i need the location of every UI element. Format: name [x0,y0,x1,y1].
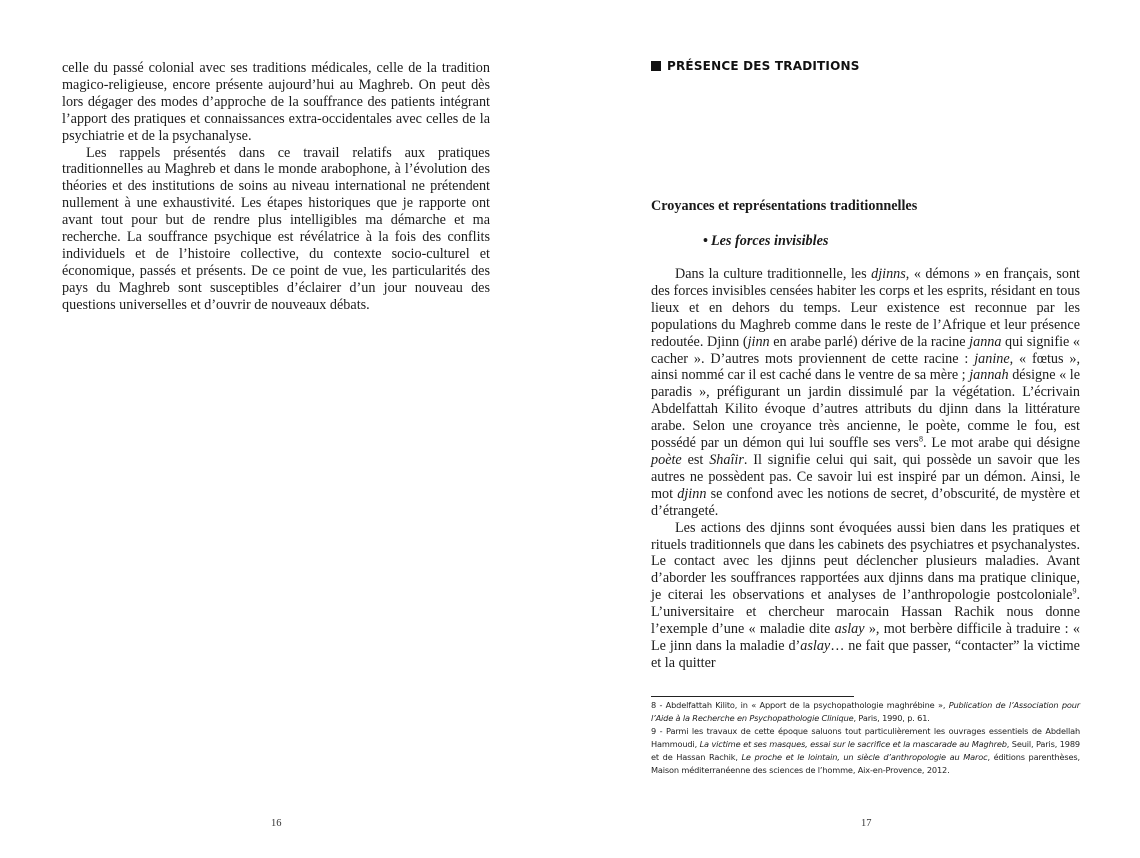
text-run: . L’universitaire et chercheur marocain Hassan Rachik nous donne l’exemple d’une « maladie dite [651,587,1080,638]
text-run: se confond avec les notions de secret, d’obscurité, de mystère et d’étrangeté. [651,485,1081,519]
footnote-ref[interactable]: 8 [918,434,923,444]
italic-term: aslay [834,621,865,638]
text-run: qui signifie « cacher ». D’autres mots proviennent de cette racine : [651,333,1080,367]
page-number: 17 [861,818,872,829]
text-run: , Seuil, Paris, 1989 et de Hassan Rachik, [651,739,1080,762]
text-run: », mot berbère difficile à traduire : « Le jinn dans la maladie d’ [651,621,1080,654]
italic-term: djinns [871,266,906,282]
footnotes [651,699,1080,777]
text-run: , « démons » en français, sont des forces invisibles censées habiter les corps et les esprits, résidant en tous lieux et en dehors du temps. Leur existence est reconnue par les populations du Maghreb comme dans le reste de l’Afrique et leur présence redoutée. Djinn ( [651,266,1080,350]
italic-term: jinn [747,333,770,350]
text-run: . Il signifie celui qui sait, qui possède un savoir que les autres ne possèdent pas. Ce savoir lui est inspiré par un démon. Ainsi, le mot [651,451,1080,502]
text-run: … ne fait que passer, “contacter” la victime et la quitter [651,637,1080,671]
square-bullet-icon [651,61,661,71]
text-run: 9 - Parmi les travaux de cette époque saluons tout particulièrement les ouvrages essentiels de Abdellah Hammoudi, [651,726,1080,749]
right-page-body [651,266,1080,672]
text-run: , éditions parenthèses, Maison méditerranéenne des sciences de l’homme, Aix-en-Provence, 2012. [651,752,1080,775]
text-run: Les actions des djinns sont évoquées aussi bien dans les pratiques et rituels traditionnels que dans les cabinets des psychiatres et psychanalystes. Le contact avec les djinns peut déclencher plusieurs maladies. Avant d’aborder les souffrances rapportées aux djinns dans ma pratique clinique, je citerai les observations et analyses de l’anthropologie postcoloniale [651,519,1080,604]
italic-term: janna [969,333,1002,350]
text-run: 8 - Abdelfattah Kilito, in « Apport de la psychopathologie maghrébine », [651,700,949,710]
section-heading [651,59,860,73]
italic-term: aslay [800,637,831,654]
italic-title: La victime et ses masques, essai sur le sacrifice et la mascarade au Maghreb [699,739,1007,749]
text-run: , « fœtus », ainsi nommé car il est caché dans le ventre de sa mère ; [651,350,1081,384]
left-page-body [62,60,490,314]
footnote-divider [651,696,854,697]
italic-term: jannah [969,367,1009,384]
bullet-heading [703,233,828,250]
page-number: 16 [271,818,282,829]
paragraph [651,520,1080,672]
footnote-8 [651,699,1080,725]
right-page [570,0,1140,858]
subheading: Croyances et représentations traditionnelles [651,198,918,214]
footnote-ref[interactable]: 9 [1072,586,1077,596]
text-run: en arabe parlé) dérive de la racine [769,333,970,350]
paragraph: celle du passé colonial avec ses traditions médicales, celle de la tradition magico-religieuse, encore présente aujourd’hui au Maghreb. On peut dès lors dégager des modes d’approche de la souffrance des patients intégrant l’apport des pratiques et connaissances extra-occidentales avec celles de la psychiatrie et de la psychanalyse. [62,60,490,144]
text-run: , Paris, 1990, p. 61. [853,713,930,723]
section-heading-text: PRÉSENCE DES TRADITIONS [667,59,860,73]
text-run: Dans la culture traditionnelle, les [675,266,872,282]
bullet-icon: • [703,233,708,249]
paragraph [651,266,1080,520]
text-run: désigne « le paradis », préfigurant un jardin dissimulé par la végétation. L’écrivain Abdelfattah Kilito évoque d’autres attributs du djinn dans la littérature arabe. Selon une croyance très ancienne, le poète, comme le fou, est possédé par un démon qui lui souffle ses vers [651,367,1081,452]
italic-term: janine [974,350,1010,367]
bullet-heading-text: Les forces invisibles [710,233,829,249]
italic-term: poète [651,451,682,468]
text-run: . Le mot arabe qui désigne [922,435,1080,452]
text-run: est [681,451,710,468]
italic-title: Publication de l’Association pour l’Aide à la Recherche en Psychopathologie Clinique [651,700,1080,723]
italic-title: Le proche et le lointain, un siècle d’anthropologie au Maroc [741,752,988,762]
italic-term: Shaîir [709,451,744,468]
italic-term: djinn [677,485,707,502]
footnote-9 [651,725,1080,777]
paragraph: Les rappels présentés dans ce travail relatifs aux pratiques traditionnelles au Maghreb et dans le monde arabophone, à l’évolution des théories et des institutions de soins au niveau international ne prétendent nullement à une exhaustivité. Les étapes historiques que je rapporte ont avant tout pour but de rendre plus intelligibles ma démarche et ma recherche. La souffrance psychique est révélatrice à la fois des conflits individuels et de l’histoire collective, du contexte socio-culturel et économique, passés et présents. De ce point de vue, les particularités des pays du Maghreb sont susceptibles d’éclairer d’un jour nouveau des questions universelles et d’ouvrir de nouveaux débats. [62,144,490,313]
